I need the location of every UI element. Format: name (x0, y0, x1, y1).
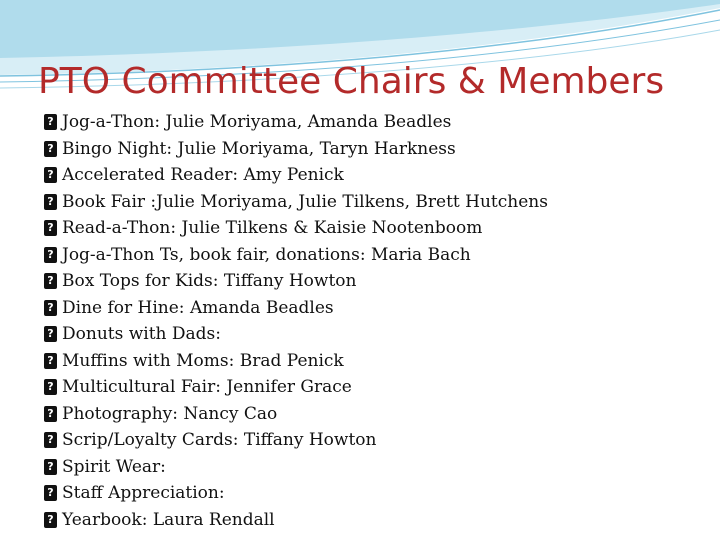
list-item (44, 295, 548, 322)
list-item (44, 480, 548, 507)
missing-glyph-bullet-icon (44, 459, 57, 475)
missing-glyph-bullet-icon (44, 432, 57, 448)
missing-glyph-bullet-icon (44, 141, 57, 157)
list-item-text: Spirit Wear: (62, 456, 166, 477)
list-item (44, 321, 548, 348)
list-item-text: Accelerated Reader: Amy Penick (62, 165, 344, 186)
missing-glyph-bullet-icon (44, 406, 57, 422)
list-item-text: Box Tops for Kids: Tiffany Howton (62, 271, 357, 292)
list-item-text: Book Fair :Julie Moriyama, Julie Tilkens, Brett Hutchens (62, 191, 548, 212)
list-item-text: Read-a-Thon: Julie Tilkens & Kaisie Nootenboom (62, 218, 483, 239)
list-item-text: Staff Appreciation: (62, 483, 225, 504)
list-item-text: Scrip/Loyalty Cards: Tiffany Howton (62, 430, 377, 451)
missing-glyph-bullet-icon (44, 300, 57, 316)
list-item-text: Jog-a-Thon Ts, book fair, donations: Maria Bach (62, 244, 471, 265)
missing-glyph-bullet-icon (44, 512, 57, 528)
committee-list (44, 109, 548, 533)
missing-glyph-bullet-icon (44, 326, 57, 342)
list-item-text: Jog-a-Thon: Julie Moriyama, Amanda Beadles (62, 112, 452, 133)
missing-glyph-bullet-icon (44, 247, 57, 263)
list-item (44, 401, 548, 428)
missing-glyph-bullet-icon (44, 220, 57, 236)
list-item (44, 507, 548, 534)
list-item (44, 242, 548, 269)
list-item (44, 136, 548, 163)
list-item (44, 215, 548, 242)
missing-glyph-bullet-icon (44, 485, 57, 501)
list-item (44, 189, 548, 216)
missing-glyph-bullet-icon (44, 194, 57, 210)
missing-glyph-bullet-icon (44, 273, 57, 289)
list-item (44, 427, 548, 454)
missing-glyph-bullet-icon (44, 114, 57, 130)
missing-glyph-bullet-icon (44, 167, 57, 183)
list-item-text: Bingo Night: Julie Moriyama, Taryn Harkness (62, 138, 456, 159)
list-item (44, 162, 548, 189)
list-item (44, 109, 548, 136)
list-item (44, 348, 548, 375)
list-item (44, 454, 548, 481)
list-item (44, 374, 548, 401)
list-item-text: Photography: Nancy Cao (62, 403, 278, 424)
list-item-text: Multicultural Fair: Jennifer Grace (62, 377, 352, 398)
page-title: PTO Committee Chairs & Members (38, 61, 665, 102)
list-item-text: Yearbook: Laura Rendall (62, 509, 275, 530)
list-item-text: Donuts with Dads: (62, 324, 221, 345)
list-item (44, 268, 548, 295)
missing-glyph-bullet-icon (44, 379, 57, 395)
list-item-text: Dine for Hine: Amanda Beadles (62, 297, 334, 318)
missing-glyph-bullet-icon (44, 353, 57, 369)
list-item-text: Muffins with Moms: Brad Penick (62, 350, 344, 371)
